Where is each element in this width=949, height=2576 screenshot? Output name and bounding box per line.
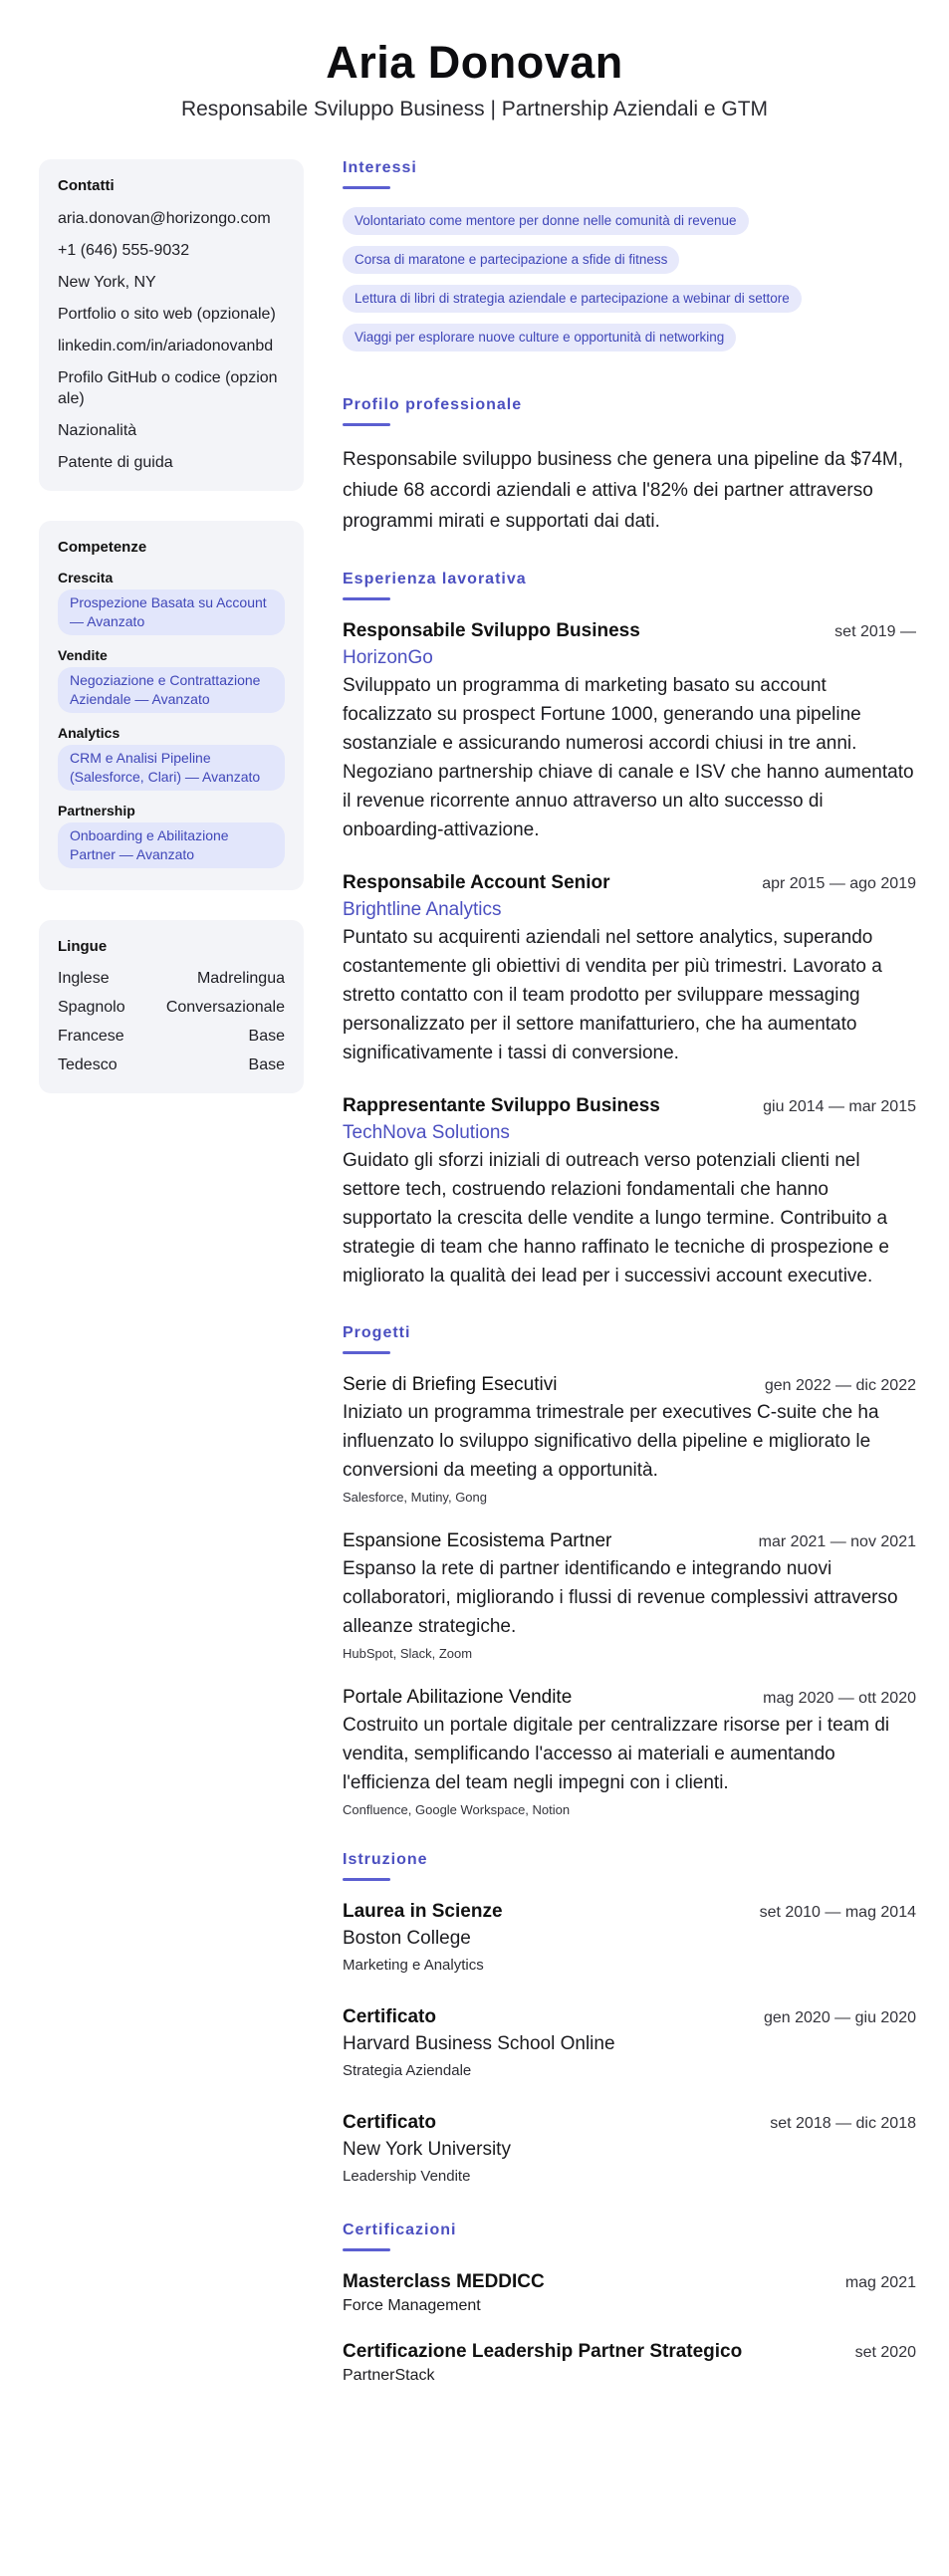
experience-section (343, 571, 916, 1290)
contacts-card (39, 159, 304, 491)
interests-section (343, 159, 916, 362)
experience-entry (343, 1093, 916, 1290)
skill-group-title: Vendite (58, 647, 108, 663)
project-entry (343, 1372, 916, 1505)
certification-issuer: Force Management (343, 2297, 481, 2314)
project-tools: Confluence, Google Workspace, Notion (343, 1802, 571, 1817)
study-field: Marketing e Analytics (343, 1957, 484, 1974)
degree-name: Laurea in Scienze (343, 1901, 503, 1922)
school-name: Boston College (343, 1928, 471, 1949)
section-divider (343, 423, 390, 426)
study-field: Strategia Aziendale (343, 2062, 472, 2079)
job-description: Guidato gli sforzi iniziali di outreach verso potenziali clienti nel settore tech, costruendo relazioni fondamentali che hanno supportato la crescita delle vendite a lungo termine. Contribuito a strategie di team che hanno raffinato le tecniche di prospezione e migliorato la qualità dei lead per i successivi account executive. (343, 1150, 889, 1287)
section-divider (343, 186, 390, 189)
section-title: Certificazioni (343, 2222, 457, 2238)
contact-portfolio: Portfolio o sito web (opzionale) (58, 306, 276, 323)
skill-group (58, 570, 285, 635)
contact-email: aria.donovan@horizongo.com (58, 210, 271, 227)
project-date: mar 2021 — nov 2021 (758, 1533, 916, 1550)
resume-header (0, 0, 949, 123)
language-row (58, 969, 285, 989)
project-description: Iniziato un programma trimestrale per executives C-suite che ha influenzato lo sviluppo significativo della pipeline e migliorato le conversioni da meeting a opportunità. (343, 1402, 879, 1481)
project-date: mag 2020 — ott 2020 (763, 1690, 916, 1707)
job-title: Rappresentante Sviluppo Business (343, 1095, 660, 1116)
experience-entry (343, 618, 916, 844)
project-name: Serie di Briefing Esecutivi (343, 1374, 558, 1395)
language-name: Spagnolo (58, 999, 125, 1016)
skill-group (58, 647, 285, 713)
language-level: Madrelingua (196, 970, 285, 987)
job-date: set 2019 — (834, 623, 916, 640)
project-entry (343, 1685, 916, 1817)
section-title: Interessi (343, 159, 417, 176)
company-name: Brightline Analytics (343, 899, 502, 920)
language-level: Base (248, 1056, 285, 1073)
project-date: gen 2022 — dic 2022 (764, 1377, 916, 1394)
skills-title: Competenze (58, 539, 147, 556)
languages-title: Lingue (58, 938, 108, 955)
language-name: Tedesco (58, 1056, 118, 1073)
education-entry (343, 2110, 916, 2188)
contact-license: Patente di guida (58, 454, 173, 471)
projects-section (343, 1324, 916, 1817)
language-row (58, 998, 285, 1018)
profile-section (343, 396, 916, 537)
education-entry (343, 1899, 916, 1977)
interest-chip: Lettura di libri di strategia aziendale e partecipazione a webinar di settore (343, 285, 802, 313)
job-description: Puntato su acquirenti aziendali nel settore analytics, superando costantemente gli obiettivi di vendita per più trimestri. Lavorato a stretto contatto con il team prodotto per sviluppare messaging personalizzato per il settore manifatturiero, che ha aumentato significativamente i tassi di conversione. (343, 927, 882, 1063)
project-name: Portale Abilitazione Vendite (343, 1687, 573, 1708)
candidate-name: Aria Donovan (326, 37, 623, 88)
candidate-headline: Responsabile Sviluppo Business | Partnership Aziendali e GTM (180, 98, 769, 120)
interest-list (343, 207, 916, 362)
interest-chip: Corsa di maratone e partecipazione a sfide di fitness (343, 246, 679, 274)
section-title: Esperienza lavorativa (343, 571, 527, 587)
project-description: Costruito un portale digitale per centralizzare risorse per i team di vendita, semplificando l'accesso ai materiali e aumentando l'efficienza del team negli impegni con i clienti. (343, 1715, 890, 1793)
certification-entry (343, 2339, 916, 2387)
certification-entry (343, 2269, 916, 2317)
section-title: Istruzione (343, 1851, 428, 1868)
interest-chip: Viaggi per esplorare nuove culture e opportunità di networking (343, 324, 736, 351)
sidebar (39, 159, 304, 1123)
school-name: New York University (343, 2139, 511, 2160)
language-name: Inglese (58, 970, 110, 987)
language-level: Conversazionale (165, 999, 285, 1016)
degree-name: Certificato (343, 2006, 436, 2027)
school-name: Harvard Business School Online (343, 2033, 615, 2054)
language-level: Base (248, 1028, 285, 1045)
skill-group-title: Partnership (58, 803, 135, 819)
certification-issuer: PartnerStack (343, 2367, 435, 2384)
main-content (343, 159, 916, 2421)
study-field: Leadership Vendite (343, 2168, 471, 2185)
language-name: Francese (58, 1028, 124, 1045)
languages-card (39, 920, 304, 1093)
company-name: TechNova Solutions (343, 1122, 510, 1143)
education-date: gen 2020 — giu 2020 (763, 2009, 916, 2026)
skills-card (39, 521, 304, 890)
education-date: set 2018 — dic 2018 (770, 2115, 916, 2132)
skill-chip: Onboarding e Abilitazione Partner — Avanzato (58, 822, 285, 868)
contact-location: New York, NY (58, 274, 156, 291)
language-row (58, 1027, 285, 1047)
education-date: set 2010 — mag 2014 (759, 1904, 916, 1921)
education-entry (343, 2004, 916, 2082)
company-name: HorizonGo (343, 647, 433, 668)
certification-name: Masterclass MEDDICC (343, 2271, 545, 2292)
contact-nationality: Nazionalità (58, 422, 137, 439)
job-date: apr 2015 — ago 2019 (762, 875, 916, 892)
project-tools: HubSpot, Slack, Zoom (343, 1646, 473, 1661)
certification-date: set 2020 (854, 2344, 916, 2361)
section-divider (343, 2248, 390, 2251)
section-title: Profilo professionale (343, 396, 523, 413)
interest-chip: Volontariato come mentore per donne nelle comunità di revenue (343, 207, 749, 235)
certification-name: Certificazione Leadership Partner Strategico (343, 2341, 743, 2362)
language-row (58, 1055, 285, 1075)
section-title: Progetti (343, 1324, 411, 1341)
job-description: Sviluppato un programma di marketing basato su account focalizzato su prospect Fortune 1000, generando una pipeline sostanziale e assicurando numerosi accordi chiusi in tre anni. Negoziano partnership chiave di canale e ISV che hanno aumentato il revenue ricorrente annuo attraverso un alto successo di onboarding-attivazione. (343, 675, 914, 840)
job-date: giu 2014 — mar 2015 (763, 1098, 916, 1115)
skill-group-title: Analytics (58, 725, 120, 741)
experience-entry (343, 870, 916, 1067)
skill-group-title: Crescita (58, 570, 114, 585)
certification-date: mag 2021 (844, 2274, 916, 2291)
degree-name: Certificato (343, 2112, 436, 2133)
skill-group (58, 803, 285, 868)
section-divider (343, 1878, 390, 1881)
skill-chip: Negoziazione e Contrattazione Aziendale — Avanzato (58, 667, 285, 713)
contact-linkedin: linkedin.com/in/ariadonovanbd (58, 338, 274, 354)
job-title: Responsabile Account Senior (343, 872, 610, 893)
project-name: Espansione Ecosistema Partner (343, 1530, 612, 1551)
education-section (343, 1851, 916, 2188)
section-divider (343, 1351, 390, 1354)
skill-group (58, 725, 285, 791)
project-tools: Salesforce, Mutiny, Gong (343, 1490, 487, 1505)
project-description: Espanso la rete di partner identificando e integrando nuovi collaboratori, migliorando i flussi di revenue complessivi attraverso alleanze strategiche. (343, 1558, 898, 1637)
section-divider (343, 597, 390, 600)
contacts-title: Contatti (58, 177, 115, 194)
profile-summary: Responsabile sviluppo business che genera una pipeline da $74M, chiude 68 accordi aziendali e attiva l'82% dei partner attraverso programmi mirati e supportati dai dati. (343, 449, 903, 532)
contact-phone: +1 (646) 555-9032 (58, 242, 190, 259)
project-entry (343, 1528, 916, 1661)
contact-github: Profilo GitHub o codice (opzionale) (58, 369, 278, 407)
certifications-section (343, 2222, 916, 2387)
skill-chip: CRM e Analisi Pipeline (Salesforce, Clari) — Avanzato (58, 745, 285, 791)
job-title: Responsabile Sviluppo Business (343, 620, 640, 641)
skill-chip: Prospezione Basata su Account — Avanzato (58, 589, 285, 635)
